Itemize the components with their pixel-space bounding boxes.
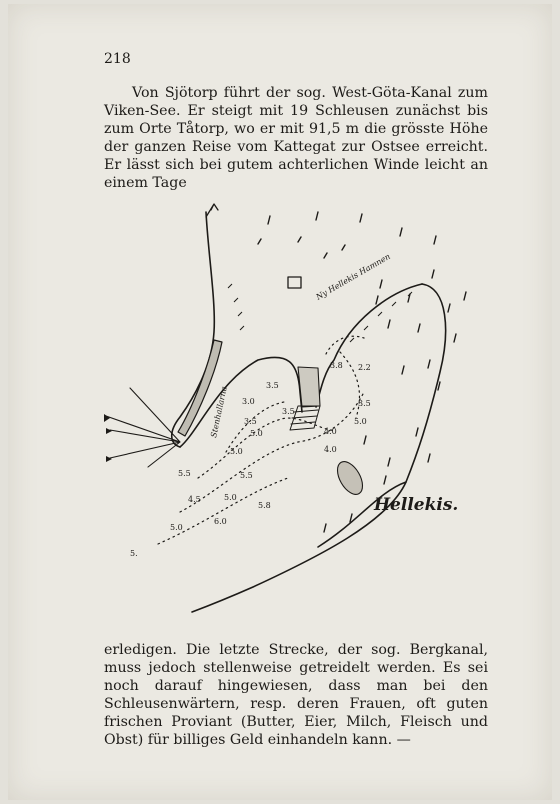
depth-contour-4 bbox=[158, 478, 288, 544]
top-paragraph: Von Sjötorp führt der sog. West-Göta-Kanal zum Viken-See. Er steigt mit 19 Schleusen zunächst bis zum Orte Tåtorp, wo er mit 91,5 m die grösste Höhe der ganzen Reise vom Kattegat zur Ostsee erreicht. Er lässt sich bei gutem achterlichen Winde leicht an einem Tage bbox=[104, 85, 488, 191]
depth-contour-1 bbox=[226, 402, 284, 452]
coast-label-left: Stenhallarna bbox=[209, 385, 229, 439]
depth-label: 3.8 bbox=[330, 361, 343, 370]
depth-label: 3.5 bbox=[244, 417, 257, 426]
depth-contour-5 bbox=[340, 352, 359, 418]
building-marker bbox=[288, 277, 301, 288]
depth-label: 4.0 bbox=[324, 427, 337, 436]
place-label-hellekis: Hellekis. bbox=[374, 495, 459, 515]
rock-cluster bbox=[332, 457, 367, 498]
depth-label: 5.5 bbox=[240, 471, 253, 480]
harbor-map bbox=[88, 192, 488, 628]
depth-label: 3.5 bbox=[266, 381, 279, 390]
depth-label: 5.8 bbox=[258, 501, 271, 510]
coast-label-top: Ny Hellekis Hamnen bbox=[314, 251, 392, 302]
depth-label: 3.0 bbox=[242, 397, 255, 406]
depth-label: 3.5 bbox=[358, 399, 371, 408]
depth-label: 5.0 bbox=[354, 417, 367, 426]
depth-label: 4.5 bbox=[188, 495, 201, 504]
north-arrow-icon bbox=[206, 204, 218, 217]
book-page bbox=[8, 4, 552, 800]
bottom-paragraph: erledigen. Die letzte Strecke, der sog. Bergkanal, muss jedoch stellenweise getreidelt werden. Es sei noch darauf hingewiesen, dass man bei den Schleusenwärtern, resp. deren Frauen, oft guten frischen Proviant (Butter, Eier, Milch, Fleisch und Obst) für billiges Geld einhandeln kann. — bbox=[104, 642, 488, 748]
depth-label: 3.5 bbox=[282, 407, 295, 416]
depth-label: 6.0 bbox=[214, 517, 227, 526]
depth-label: 5. bbox=[130, 549, 138, 558]
bearing-lines bbox=[106, 388, 180, 467]
depth-label: 4.0 bbox=[324, 445, 337, 454]
depth-label: 5.0 bbox=[250, 429, 263, 438]
depth-label: 5.0 bbox=[224, 493, 237, 502]
depth-label: 2.2 bbox=[358, 363, 371, 372]
depth-label: 5.0 bbox=[230, 447, 243, 456]
shoreline-peninsula-right bbox=[316, 284, 422, 407]
page-number: 218 bbox=[104, 51, 131, 67]
depth-label: 5.0 bbox=[170, 523, 183, 532]
central-pier bbox=[298, 367, 320, 407]
depth-labels bbox=[130, 361, 371, 558]
depth-label: 5.5 bbox=[178, 469, 191, 478]
